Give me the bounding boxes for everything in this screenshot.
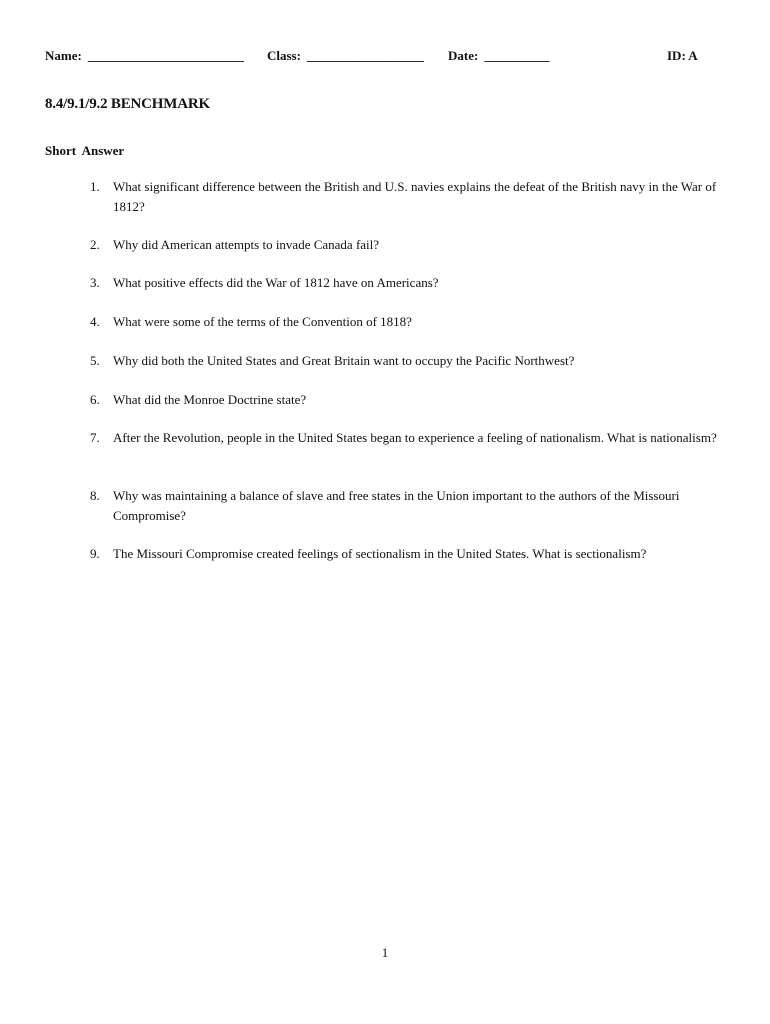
page-number: 1 xyxy=(381,945,389,960)
question-number: 5. xyxy=(90,353,100,368)
section-heading: Short Answer xyxy=(45,143,125,158)
question-number: 1. xyxy=(90,179,100,194)
class-field xyxy=(267,48,424,64)
page-title: 8.4/9.1/9.2 BENCHMARK xyxy=(45,96,210,112)
question-text: What significant difference between the British and U.S. navies explains the defeat of the British navy in the War of 1812? xyxy=(113,179,717,214)
name-label: Name: xyxy=(45,48,82,63)
question-text: What were some of the terms of the Convention of 1818? xyxy=(113,314,412,329)
question-text: Why did American attempts to invade Canada fail? xyxy=(113,237,380,252)
question-number: 4. xyxy=(90,314,100,329)
date-field xyxy=(448,48,549,64)
question-text: The Missouri Compromise created feelings of sectionalism in the United States. What is sectionalism? xyxy=(113,546,647,561)
question-text: What did the Monroe Doctrine state? xyxy=(113,392,307,407)
question-text: Why did both the United States and Great Britain want to occupy the Pacific Northwest? xyxy=(113,353,575,368)
question-number: 8. xyxy=(90,488,100,503)
class-blank: __________________ xyxy=(306,48,424,63)
question-text: Why was maintaining a balance of slave and free states in the Union important to the authors of the Missouri Compromise? xyxy=(113,488,680,523)
class-label: Class: xyxy=(267,48,301,63)
name-field xyxy=(45,48,244,64)
id-label: ID: A xyxy=(667,48,698,63)
question-number: 7. xyxy=(90,430,100,445)
name-blank: ________________________ xyxy=(87,48,244,63)
question-number: 6. xyxy=(90,392,100,407)
question-text: What positive effects did the War of 1812 have on Americans? xyxy=(113,275,439,290)
question-number: 9. xyxy=(90,546,100,561)
question-text: After the Revolution, people in the United States began to experience a feeling of nationalism. What is nationalism? xyxy=(113,430,717,445)
date-label: Date: xyxy=(448,48,479,63)
question-number: 3. xyxy=(90,275,100,290)
date-blank: __________ xyxy=(484,48,550,63)
header-row xyxy=(45,48,705,66)
question-number: 2. xyxy=(90,237,100,252)
